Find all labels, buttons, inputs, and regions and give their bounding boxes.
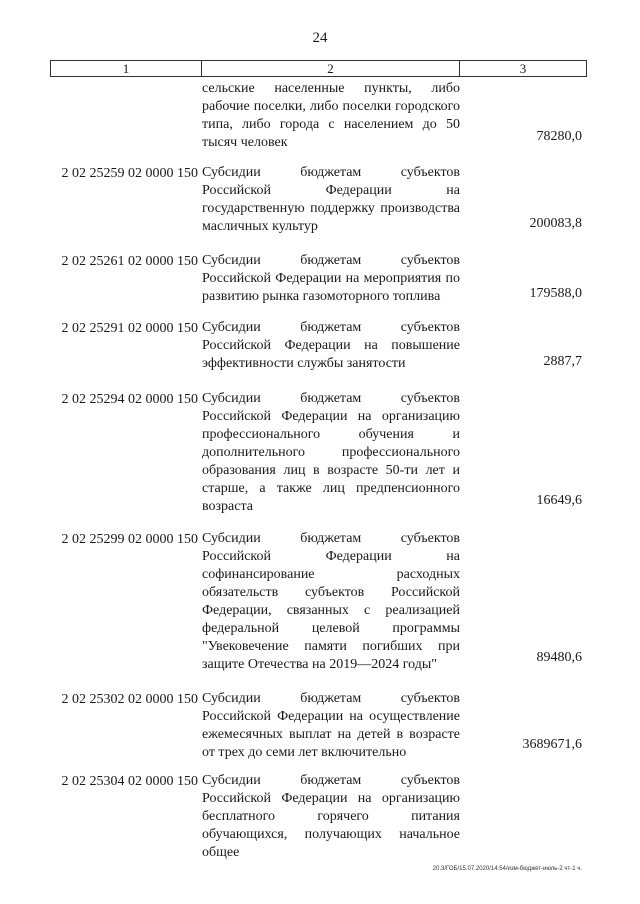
row-amount: 78280,0 bbox=[536, 129, 582, 144]
row-code: 2 02 25302 02 0000 150 bbox=[61, 692, 198, 707]
row-amount: 16649,6 bbox=[536, 493, 582, 508]
row-description: Субсидии бюджетам субъектов Российской Федерации на организацию бесплатного горячего питания обучающихся, получающих начальное общее bbox=[202, 773, 460, 860]
row-description: Субсидии бюджетам субъектов Российской Федерации на осуществление ежемесячных выплат на детей в возрасте от трех до семи лет включительно bbox=[202, 691, 460, 760]
row-amount: 89480,6 bbox=[536, 650, 582, 665]
row-description: сельские населенные пункты, либо рабочие поселки, либо поселки городского типа, либо города с населением до 50 тысяч человек bbox=[202, 81, 460, 150]
row-code: 2 02 25294 02 0000 150 bbox=[61, 392, 198, 407]
row-description: Субсидии бюджетам субъектов Российской Федерации на повышение эффективности службы занятости bbox=[202, 320, 460, 371]
column-header-2: 2 bbox=[202, 61, 460, 76]
row-amount: 3689671,6 bbox=[522, 737, 582, 752]
row-code: 2 02 25261 02 0000 150 bbox=[61, 254, 198, 269]
table-header bbox=[50, 60, 587, 77]
row-description: Субсидии бюджетам субъектов Российской Федерации на софинансирование расходных обязательств субъектов Российской Федерации, связанных с реализацией федеральной целевой программы "Увековечение памяти погибших при защите Отечества на 2019—2024 годы" bbox=[202, 531, 460, 672]
document-footer: 20.3/ГОБ/15.07.2020/14:54/изм-бюджет-июль-2 чт-1 ч. bbox=[432, 866, 582, 872]
row-amount: 2887,7 bbox=[543, 354, 582, 369]
column-header-1: 1 bbox=[51, 61, 202, 76]
row-amount: 179588,0 bbox=[529, 286, 582, 301]
row-description: Субсидии бюджетам субъектов Российской Федерации на государственную поддержку производства масличных культур bbox=[202, 165, 460, 234]
row-description: Субсидии бюджетам субъектов Российской Федерации на организацию профессионального обучения и дополнительного профессионального образования лиц в возрасте 50-ти лет и старше, а также лиц предпенсионного возраста bbox=[202, 391, 460, 514]
row-code: 2 02 25299 02 0000 150 bbox=[61, 532, 198, 547]
column-header-3: 3 bbox=[519, 61, 527, 76]
row-code: 2 02 25304 02 0000 150 bbox=[61, 774, 198, 789]
row-code: 2 02 25291 02 0000 150 bbox=[61, 321, 198, 336]
row-amount: 200083,8 bbox=[529, 216, 582, 231]
page-number: 24 bbox=[312, 30, 328, 46]
row-code: 2 02 25259 02 0000 150 bbox=[61, 166, 198, 181]
row-description: Субсидии бюджетам субъектов Российской Федерации на мероприятия по развитию рынка газомоторного топлива bbox=[202, 253, 460, 304]
